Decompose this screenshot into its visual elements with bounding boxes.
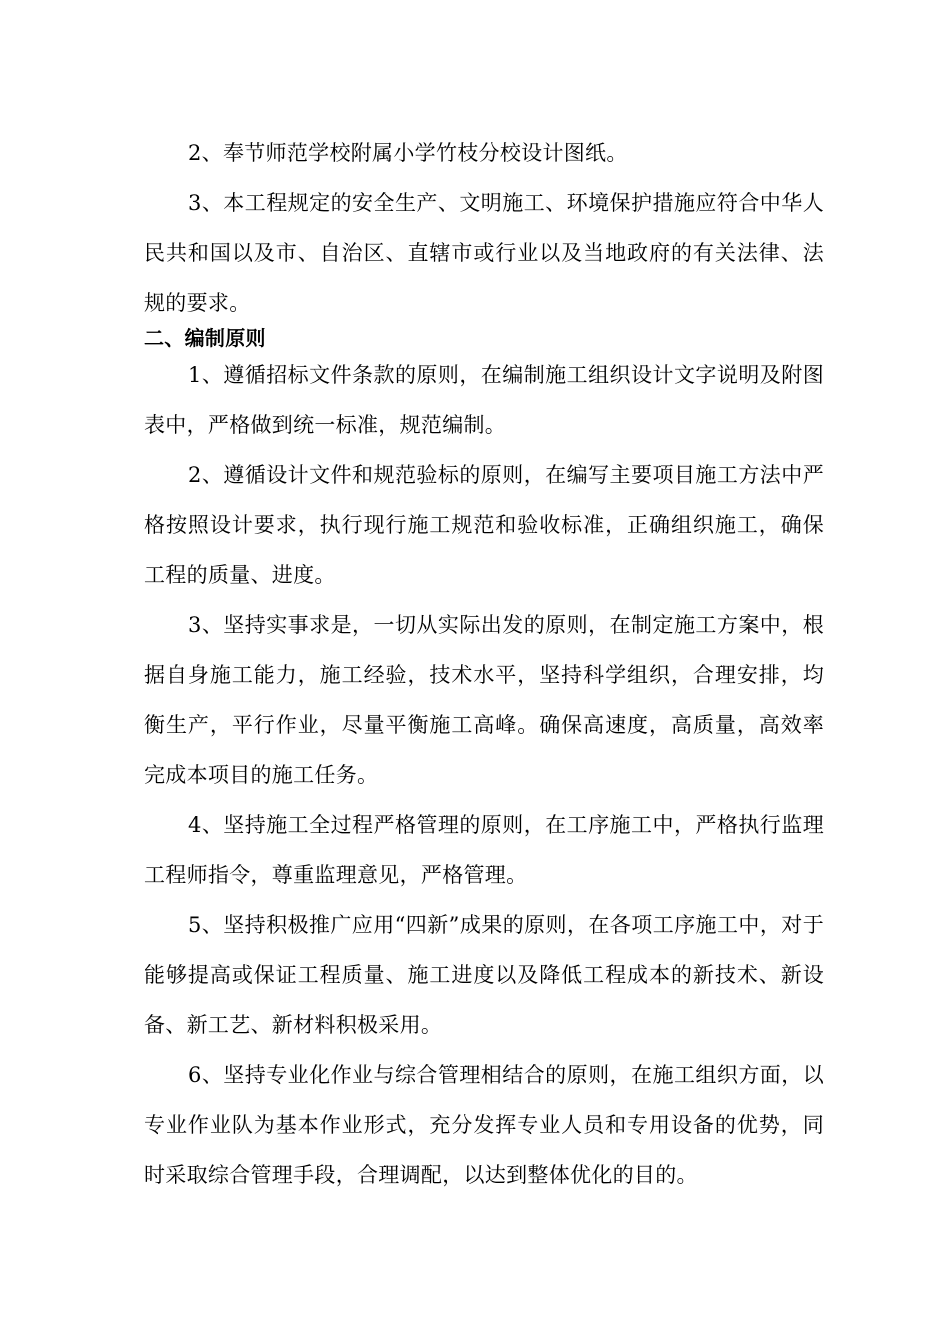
paragraph-principle-6: 6、坚持专业化作业与综合管理相结合的原则，在施工组织方面，以专业作业队为基本作业形式，充分发挥专业人员和专用设备的优势，同时采取综合管理手段，合理调配，以达到整体优化的目的。 [144, 1063, 824, 1187]
paragraph-principle-4: 4、坚持施工全过程严格管理的原则，在工序施工中，严格执行监理工程师指令，尊重监理意见，严格管理。 [144, 813, 824, 887]
document-body [144, 128, 824, 1200]
section-heading-compilation-principles: 二、编制原则 [144, 326, 266, 350]
paragraph-principle-1: 1、遵循招标文件条款的原则，在编制施工组织设计文字说明及附图表中，严格做到统一标准，规范编制。 [144, 363, 824, 437]
paragraph-principle-3: 3、坚持实事求是，一切从实际出发的原则，在制定施工方案中，根据自身施工能力，施工经验，技术水平，坚持科学组织，合理安排，均衡生产，平行作业，尽量平衡施工高峰。确保高速度，高质量，高效率完成本项目的施工任务。 [144, 613, 824, 787]
paragraph-principle-2: 2、遵循设计文件和规范验标的原则，在编写主要项目施工方法中严格按照设计要求，执行现行施工规范和验收标准，正确组织施工，确保工程的质量、进度。 [144, 463, 824, 587]
paragraph-safety-regulations: 3、本工程规定的安全生产、文明施工、环境保护措施应符合中华人民共和国以及市、自治区、直辖市或行业以及当地政府的有关法律、法规的要求。 [144, 191, 824, 315]
paragraph-principle-5: 5、坚持积极推广应用“四新”成果的原则，在各项工序施工中，对于能够提高或保证工程质量、施工进度以及降低工程成本的新技术、新设备、新工艺、新材料积极采用。 [144, 913, 824, 1037]
paragraph-design-drawings: 2、奉节师范学校附属小学竹枝分校设计图纸。 [188, 141, 628, 165]
